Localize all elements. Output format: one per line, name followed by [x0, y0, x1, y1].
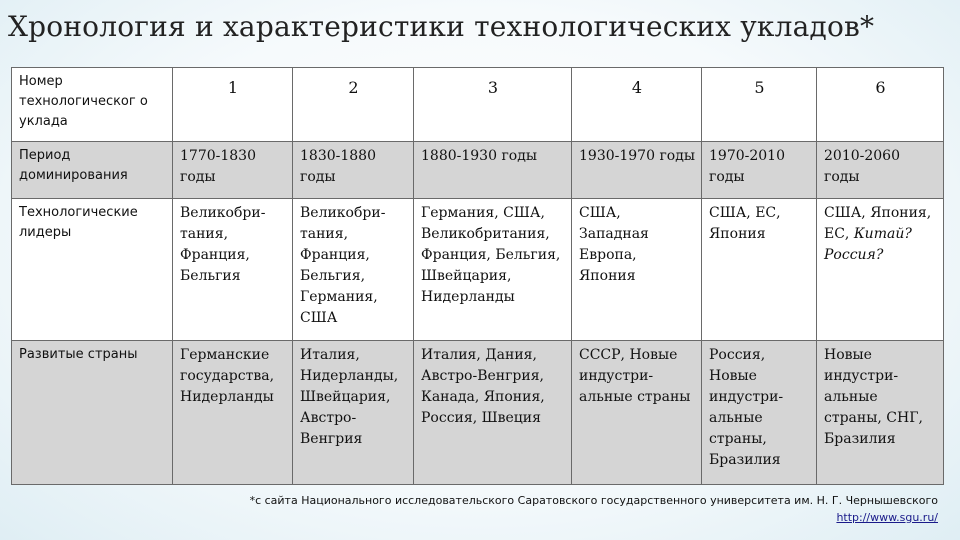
table-cell: 1880-1930 годы [414, 142, 572, 199]
table-cell: Германия, США, Великобритания, Франция, Бельгия, Швейцария, Нидерланды [414, 199, 572, 341]
table-cell: США, Западная Европа, Япония [572, 199, 702, 341]
technology-waves-table [11, 67, 944, 485]
table-row [12, 199, 944, 341]
table-cell: Италия, Нидерланды, Швейцария, Австро-Венгрия [293, 341, 414, 485]
column-header: 3 [414, 68, 572, 142]
table-cell: 1970-2010 годы [702, 142, 817, 199]
footnote [250, 492, 938, 526]
table-header-row [12, 68, 944, 142]
table-cell-italic-text: Китай? Россия? [824, 226, 912, 263]
table-cell: Италия, Дания, Австро-Венгрия, Канада, Япония, Россия, Швеция [414, 341, 572, 485]
table-cell: 1770-1830 годы [173, 142, 293, 199]
row-label: Технологические лидеры [12, 199, 173, 341]
footnote-text: *с сайта Национального исследовательского Саратовского государственного университета им. Н. Г. Чернышевского [249, 494, 938, 507]
table-cell: 2010-2060 годы [817, 142, 944, 199]
column-header: 6 [817, 68, 944, 142]
table-cell: США, ЕС, Япония [702, 199, 817, 341]
column-header: 5 [702, 68, 817, 142]
table-cell: СССР, Новые индустри-альные страны [572, 341, 702, 485]
table-row [12, 341, 944, 485]
header-label: Номер технологическог о уклада [12, 68, 173, 142]
table-row [12, 142, 944, 199]
row-label: Период доминирования [12, 142, 173, 199]
table-cell: Россия, Новые индустри-альные страны, Бразилия [702, 341, 817, 485]
row-label: Развитые страны [12, 341, 173, 485]
source-link[interactable]: http://www.sgu.ru/ [836, 511, 938, 524]
table-cell: Новые индустри-альные страны, СНГ, Бразилия [817, 341, 944, 485]
column-header: 4 [572, 68, 702, 142]
column-header: 1 [173, 68, 293, 142]
column-header: 2 [293, 68, 414, 142]
table-cell: 1930-1970 годы [572, 142, 702, 199]
table-cell: Великобри-тания, Франция, Бельгия, Германия, США [293, 199, 414, 341]
table-cell [817, 199, 944, 341]
table-cell-text: США, Япония, ЕС, [824, 205, 932, 242]
table-cell: 1830-1880 годы [293, 142, 414, 199]
table-cell: Германские государства, Нидерланды [173, 341, 293, 485]
page-title: Хронология и характеристики технологических укладов* [8, 10, 875, 43]
table-cell: Великобри-тания, Франция, Бельгия [173, 199, 293, 341]
